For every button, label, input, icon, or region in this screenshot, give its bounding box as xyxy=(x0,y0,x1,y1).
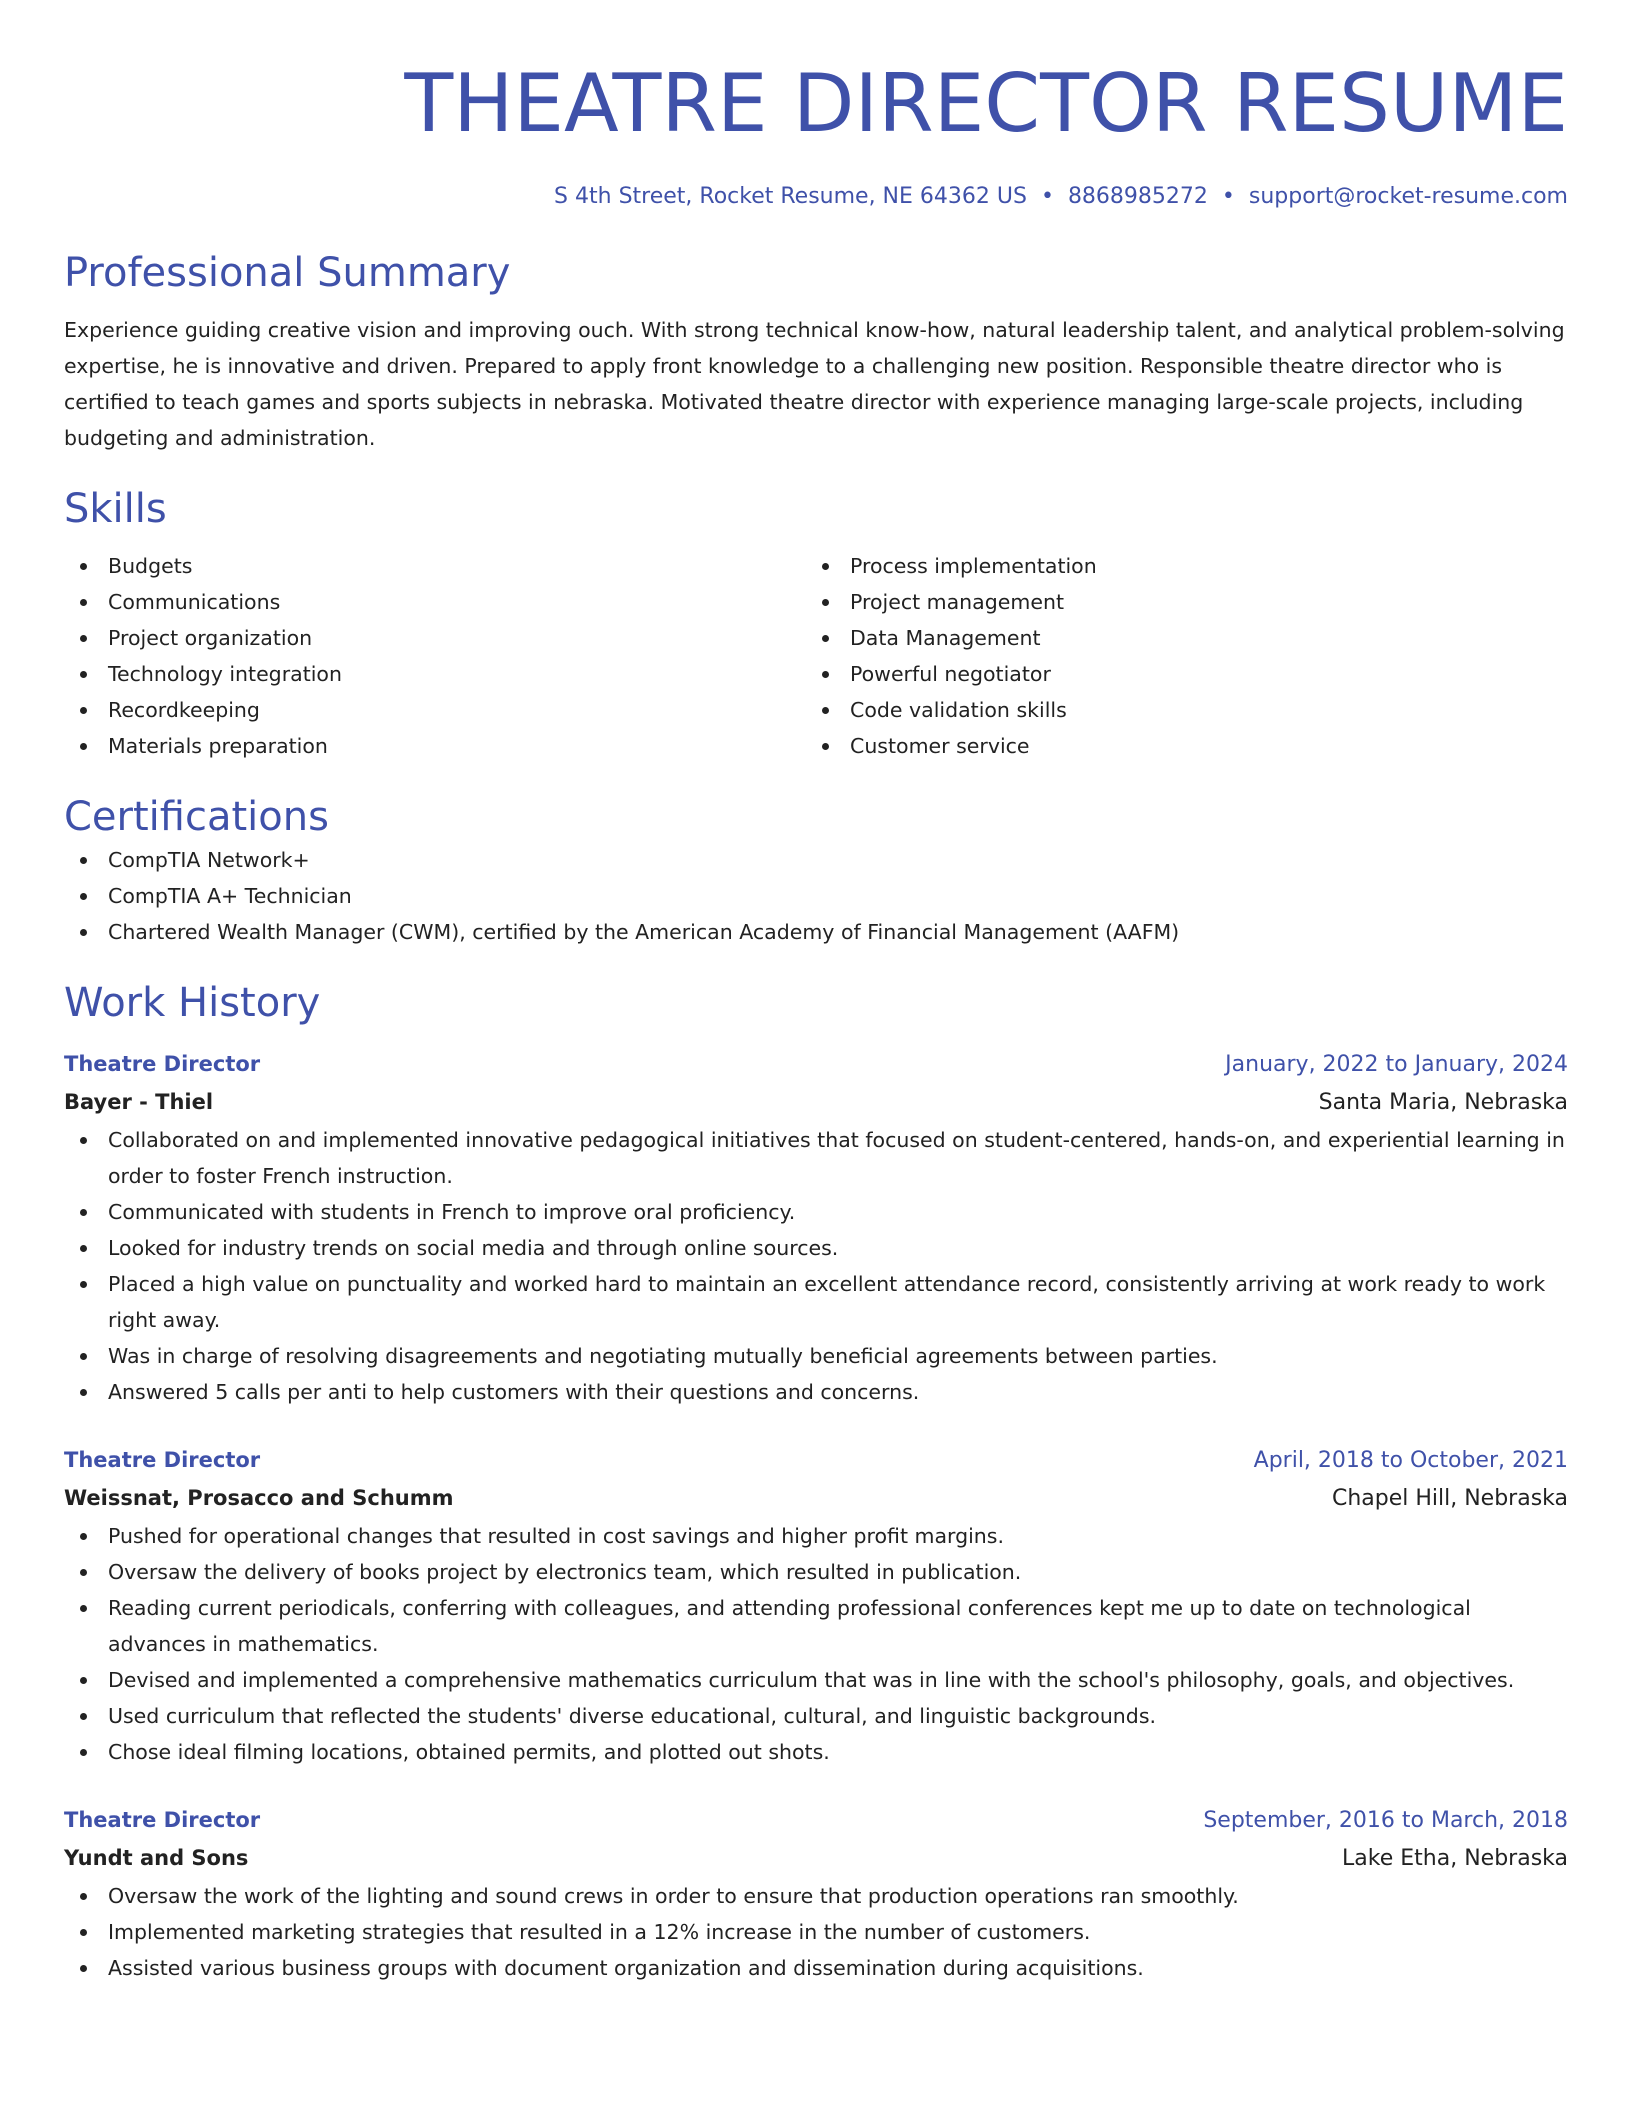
bullet-dot xyxy=(80,1965,87,1972)
duty-item xyxy=(64,1662,1568,1698)
skill-item xyxy=(64,692,806,728)
duty-item xyxy=(64,1194,1568,1230)
bullet-dot xyxy=(80,1209,87,1216)
bullet-dot xyxy=(80,1281,87,1288)
bullet-dot xyxy=(80,1533,87,1540)
bullet-dot xyxy=(80,1569,87,1576)
skill-item xyxy=(806,584,1548,620)
skill-label: Code validation skills xyxy=(850,698,1067,722)
skill-label: Materials preparation xyxy=(108,734,328,758)
duty-item xyxy=(64,1698,1568,1734)
duty-text: Oversaw the delivery of books project by electronics team, which resulted in publication. xyxy=(108,1560,1022,1584)
bullet-dot xyxy=(80,1677,87,1684)
skill-item xyxy=(806,548,1548,584)
skill-item xyxy=(806,656,1548,692)
skills-heading: Skills xyxy=(64,486,167,532)
skills-list-left xyxy=(64,548,806,764)
bullet-dot xyxy=(822,599,829,606)
duty-item xyxy=(64,1950,1568,1986)
duty-text: Used curriculum that reflected the students' diverse educational, cultural, and linguistic backgrounds. xyxy=(108,1704,1157,1728)
job-location: Lake Etha, Nebraska xyxy=(1342,1846,1568,1871)
skill-item xyxy=(806,728,1548,764)
bullet-dot xyxy=(80,1605,87,1612)
duty-item xyxy=(64,1518,1568,1554)
bullet-dot xyxy=(80,1245,87,1252)
job-company-row xyxy=(64,1083,1568,1122)
certifications-heading: Certifications xyxy=(64,794,329,840)
job-header-row xyxy=(64,1802,1568,1839)
bullet-dot xyxy=(822,707,829,714)
duty-text: Collaborated on and implemented innovative pedagogical initiatives that focused on student-centered, hands-on, and experiential learning in order to foster French instruction. xyxy=(108,1128,1565,1188)
contact-line xyxy=(64,182,1568,212)
contact-address: S 4th Street, Rocket Resume, NE 64362 US xyxy=(554,184,1027,209)
skill-item xyxy=(64,656,806,692)
bullet-dot xyxy=(80,1749,87,1756)
duty-text: Implemented marketing strategies that resulted in a 12% increase in the number of customers. xyxy=(108,1920,1091,1944)
bullet-dot xyxy=(822,743,829,750)
bullet-dot xyxy=(80,599,87,606)
skill-label: Process implementation xyxy=(850,554,1097,578)
bullet-dot xyxy=(80,671,87,678)
summary-text: Experience guiding creative vision and improving ouch. With strong technical know-how, natural leadership talent, and analytical problem-solving expertise, he is innovative and driven. Prepared to apply front knowledge to a challenging new position. Responsible theatre director who is certified to teach games and sports subjects in nebraska. Motivated theatre director with experience managing large-scale projects, including budgeting and administration. xyxy=(64,318,1565,450)
bullet-dot xyxy=(80,563,87,570)
duty-text: Assisted various business groups with document organization and dissemination during acquisitions. xyxy=(108,1956,1144,1980)
duty-text: Looked for industry trends on social media and through online sources. xyxy=(108,1236,839,1260)
skills-grid xyxy=(64,548,1568,764)
summary-heading: Professional Summary xyxy=(64,250,511,296)
bullet-dot xyxy=(80,1713,87,1720)
duty-item xyxy=(64,1122,1568,1194)
skill-label: Project organization xyxy=(108,626,313,650)
job-location: Chapel Hill, Nebraska xyxy=(1331,1486,1568,1511)
job-company: Bayer - Thiel xyxy=(64,1090,214,1114)
skills-column-right xyxy=(806,548,1548,764)
skill-item xyxy=(64,728,806,764)
certification-item xyxy=(64,878,1568,914)
duty-text: Was in charge of resolving disagreements and negotiating mutually beneficial agreements between parties. xyxy=(108,1344,1218,1368)
bullet-dot xyxy=(80,743,87,750)
duty-text: Oversaw the work of the lighting and sound crews in order to ensure that production operations ran smoothly. xyxy=(108,1884,1239,1908)
skill-label: Project management xyxy=(850,590,1064,614)
duty-item xyxy=(64,1374,1568,1410)
contact-phone: 8868985272 xyxy=(1067,184,1208,209)
contact-email: support@rocket-resume.com xyxy=(1248,184,1568,209)
job-company: Yundt and Sons xyxy=(64,1846,249,1870)
job-location: Santa Maria, Nebraska xyxy=(1318,1090,1568,1115)
skill-label: Recordkeeping xyxy=(108,698,260,722)
duty-text: Devised and implemented a comprehensive mathematics curriculum that was in line with the school's philosophy, goals, and objectives. xyxy=(108,1668,1515,1692)
skill-item xyxy=(806,692,1548,728)
duty-text: Chose ideal filming locations, obtained permits, and plotted out shots. xyxy=(108,1740,830,1764)
skill-item xyxy=(64,584,806,620)
job-title: Theatre Director xyxy=(64,1052,261,1076)
job-company-row xyxy=(64,1839,1568,1878)
duty-text: Reading current periodicals, conferring with colleagues, and attending professional conferences kept me up to date on technological advances in mathematics. xyxy=(108,1596,1471,1656)
job-dates: April, 2018 to October, 2021 xyxy=(1253,1448,1568,1473)
duty-item xyxy=(64,1266,1568,1338)
bullet-dot xyxy=(822,635,829,642)
job-dates: September, 2016 to March, 2018 xyxy=(1203,1808,1568,1833)
certification-item xyxy=(64,914,1568,950)
skills-list-right xyxy=(806,548,1548,764)
certifications-list xyxy=(64,842,1568,950)
work-history-heading: Work History xyxy=(64,980,321,1026)
job-company: Weissnat, Prosacco and Schumm xyxy=(64,1486,454,1510)
job-duties-list xyxy=(64,1878,1568,1986)
duty-item xyxy=(64,1878,1568,1914)
job-title: Theatre Director xyxy=(64,1448,261,1472)
job-entry xyxy=(64,1046,1568,1410)
skill-label: Budgets xyxy=(108,554,193,578)
job-title: Theatre Director xyxy=(64,1808,261,1832)
certification-item xyxy=(64,842,1568,878)
duty-text: Communicated with students in French to improve oral proficiency. xyxy=(108,1200,796,1224)
duty-text: Answered 5 calls per anti to help customers with their questions and concerns. xyxy=(108,1380,920,1404)
duty-item xyxy=(64,1734,1568,1770)
bullet-dot xyxy=(80,893,87,900)
duty-item xyxy=(64,1914,1568,1950)
bullet-dot xyxy=(80,857,87,864)
certification-label: CompTIA Network+ xyxy=(108,848,310,872)
contact-separator: • xyxy=(1040,184,1054,209)
bullet-dot xyxy=(80,707,87,714)
duty-item xyxy=(64,1590,1568,1662)
contact-separator: • xyxy=(1221,184,1235,209)
skills-column-left xyxy=(64,548,806,764)
bullet-dot xyxy=(822,563,829,570)
bullet-dot xyxy=(80,1353,87,1360)
bullet-dot xyxy=(80,929,87,936)
job-entry xyxy=(64,1442,1568,1770)
job-header-row xyxy=(64,1046,1568,1083)
duty-item xyxy=(64,1338,1568,1374)
skill-item xyxy=(64,620,806,656)
skill-label: Customer service xyxy=(850,734,1030,758)
skill-label: Powerful negotiator xyxy=(850,662,1051,686)
bullet-dot xyxy=(80,1389,87,1396)
skill-item xyxy=(806,620,1548,656)
job-company-row xyxy=(64,1479,1568,1518)
bullet-dot xyxy=(80,635,87,642)
duty-item xyxy=(64,1230,1568,1266)
job-duties-list xyxy=(64,1518,1568,1770)
bullet-dot xyxy=(822,671,829,678)
duty-text: Pushed for operational changes that resulted in cost savings and higher profit margins. xyxy=(108,1524,1004,1548)
skill-label: Communications xyxy=(108,590,281,614)
job-entry xyxy=(64,1802,1568,1986)
certification-label: CompTIA A+ Technician xyxy=(108,884,352,908)
job-duties-list xyxy=(64,1122,1568,1410)
bullet-dot xyxy=(80,1137,87,1144)
skill-label: Data Management xyxy=(850,626,1041,650)
resume-title: THEATRE DIRECTOR RESUME xyxy=(404,57,1568,150)
bullet-dot xyxy=(80,1929,87,1936)
duty-text: Placed a high value on punctuality and worked hard to maintain an excellent attendance record, consistently arriving at work ready to work right away. xyxy=(108,1272,1546,1332)
job-header-row xyxy=(64,1442,1568,1479)
job-dates: January, 2022 to January, 2024 xyxy=(1225,1052,1568,1077)
resume-page xyxy=(64,0,1568,1986)
skill-item xyxy=(64,548,806,584)
skill-label: Technology integration xyxy=(108,662,342,686)
duty-item xyxy=(64,1554,1568,1590)
certification-label: Chartered Wealth Manager (CWM), certified by the American Academy of Financial Management (AAFM) xyxy=(108,920,1180,944)
bullet-dot xyxy=(80,1893,87,1900)
